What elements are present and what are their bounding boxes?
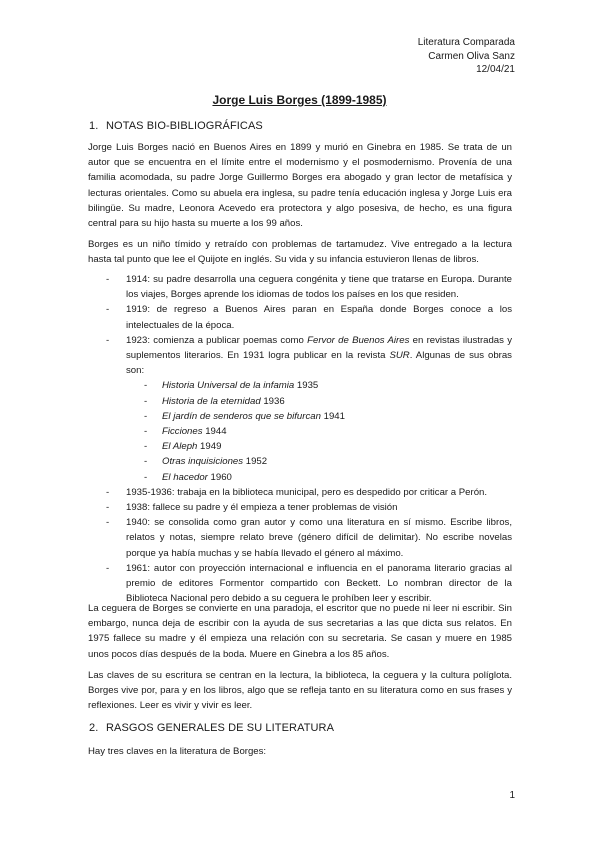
list-item: - Otras inquisiciones 1952 [144,456,268,468]
magazine-title: SUR [389,350,410,362]
list-item: - 1940: se consolida como gran autor y como una literatura en sí mismo. Escribe libros, relatos y notas, siempre relato breve (género difícil de delimitar). No escribe novelas porque ya había muchas y se había llevado el género al máximo. [106,517,512,559]
section-heading-2 [89,722,335,734]
list-item: - Historia Universal de la infamia 1935 [144,380,319,392]
list-item: - 1919: de regreso a Buenos Aires paran en España donde Borges conoce a los intelectuales de la época. [106,304,512,331]
section-heading-1 [89,120,263,132]
work-title: Fervor de Buenos Aires [307,334,410,346]
list-item: - 1938: fallece su padre y él empieza a tener problemas de visión [106,502,398,514]
list-item: - Ficciones 1944 [144,426,227,438]
document-header [418,36,515,77]
header-course: Literatura Comparada [417,37,515,48]
paragraph: Borges es un niño tímido y retraído con problemas de tartamudez. Vive entregado a la lectura hasta tal punto que lee el Quijote en inglés. Su vida y su infancia estuvieron llenas de libros. [88,239,512,266]
list-item: - 1935-1936: trabaja en la biblioteca municipal, pero es despedido por criticar a Perón. [106,486,488,498]
section-number: 2. [89,722,99,734]
paragraph: La ceguera de Borges se convierte en una paradoja, el escritor que no puede ni leer ni escribir. Sin embargo, nunca deja de escribir con la ayuda de sus secretarias a las que dicta sus relatos. En 1975 fallece su madre y él empieza una relación con su secretaria. Se casan y muere en 1985 unos pocos días después de la boda. Muere en Ginebra a los 85 años. [88,603,512,660]
section-number: 1. [89,120,99,132]
list-item: - 1914: su padre desarrolla una ceguera congénita y tiene que tratarse en Europa. Durante los viajes, Borges aprende los idiomas de todos los países en los que residen. [106,274,512,301]
list-item: - El hacedor 1960 [144,471,232,483]
section-label: NOTAS BIO-BIBLIOGRÁFICAS [106,120,263,132]
paragraph: Jorge Luis Borges nació en Buenos Aires en 1899 y murió en Ginebra en 1985. Se trata de un autor que se encuentra en el límite entre el modernismo y el posmodernismo. Provenía de una familia acomodada, su padre Jorge Guillermo Borges era abogado y gran lector de metafísica y lecturas orientales. Como su abuela era inglesa, su padre tenía educación inglesa y Jorge Luis era bilingüe. Su madre, Leonora Acevedo era protectora y algo posesiva, de hecho, es una figura central para su hijo hasta su muerte a los 99 años. [88,142,512,230]
page-number: 1 [509,790,515,801]
section-label: RASGOS GENERALES DE SU LITERATURA [106,722,335,734]
works-list [144,378,512,484]
paragraph: Las claves de su escritura se centran en la lectura, la biblioteca, la ceguera y la cultura políglota. Borges vive por, para y en los libros, algo que se refleja tanto en su literatura como en sus frases y reflexiones. Leer es vivir y vivir es leer. [88,670,512,712]
list-item: - El Aleph 1949 [144,441,222,453]
header-author: Carmen Oliva Sanz [428,50,515,62]
paragraph: Hay tres claves en la literatura de Borges: [88,746,267,757]
list-item: - 1923: comienza a publicar poemas como Fervor de Buenos Aires en revistas ilustradas y suplementos literarios. En 1931 logra publicar en la revista SUR. Algunas de sus obras son: - Historia Universal de la infamia 1935 - Historia de la eternidad 1936 - El jardín de senderos que se bifurcan 1941 - Ficciones 1944 - El Aleph 1949 - Otras inquisiciones 1952 - El hacedor 1960 [88,333,512,485]
list-item: - 1961: autor con proyección internacional e influencia en el panorama literario gracias al premio de editores Formentor compartido con Beckett. Lo nombran director de la Biblioteca Nacional pero debido a su ceguera le prohíben leer y escribir. [106,562,512,605]
biography-list [88,272,512,606]
list-item: - Historia de la eternidad 1936 [144,395,285,407]
document-title: Jorge Luis Borges (1899-1985) [212,93,387,107]
header-date: 12/04/21 [476,64,515,75]
list-item: - El jardín de senderos que se bifurcan 1941 [144,410,345,422]
